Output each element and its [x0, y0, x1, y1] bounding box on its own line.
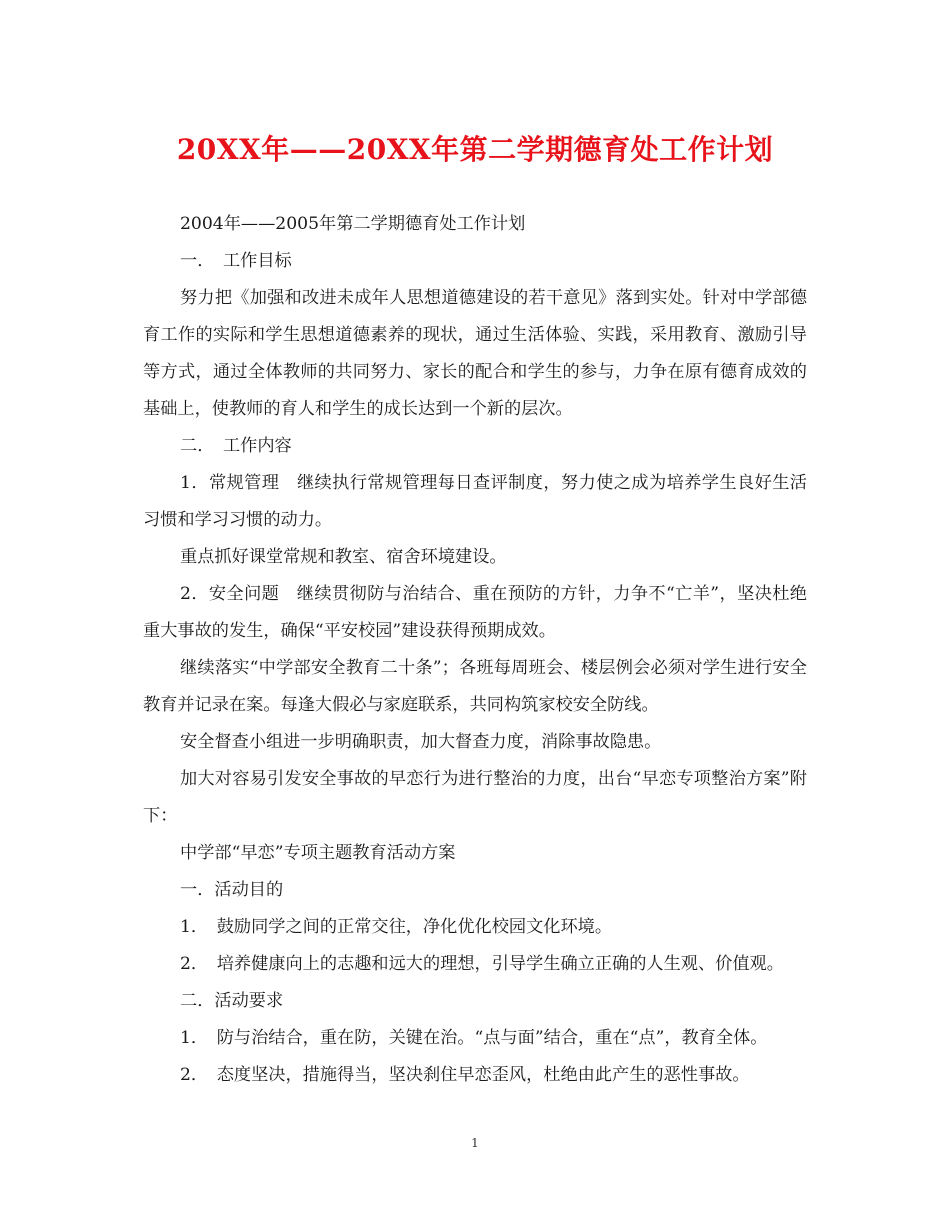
paragraph-subtitle: 2004年——2005年第二学期德育处工作计划	[180, 214, 526, 234]
paragraph-routine-management: 1．常规管理 继续执行常规管理每日查评制度，努力使之成为培养学生良好生活习惯和学习习惯的动力。	[143, 473, 807, 530]
heading-work-goals: 一． 工作目标	[180, 251, 292, 271]
heading-activity-purpose: 一．活动目的	[180, 880, 284, 900]
paragraph-rectification: 加大对容易引发安全事故的早恋行为进行整治的力度，出台“早恋专项整治方案”附下：	[143, 769, 807, 826]
heading-activity-requirements: 二．活动要求	[180, 991, 284, 1011]
list-item-purpose-2: 2． 培养健康向上的志趣和远大的理想，引导学生确立正确的人生观、价值观。	[180, 954, 784, 974]
list-item-purpose-1: 1． 鼓励同学之间的正常交往，净化优化校园文化环境。	[180, 917, 613, 937]
paragraph-classroom-rules: 重点抓好课堂常规和教室、宿舍环境建设。	[180, 547, 507, 567]
list-item-requirement-2: 2． 态度坚决，措施得当，坚决刹住早恋歪风，杜绝由此产生的恶性事故。	[180, 1065, 750, 1085]
paragraph-goals: 努力把《加强和改进未成年人思想道德建设的若干意见》落到实处。针对中学部德育工作的实际和学生思想道德素养的现状，通过生活体验、实践，采用教育、激励引导等方式，通过全体教师的共同努力、家长的配合和学生的参与，力争在原有德育成效的基础上，使教师的育人和学生的成长达到一个新的层次。	[143, 288, 807, 419]
document-title: 20XX年——20XX年第二学期德育处工作计划	[176, 133, 774, 166]
document-body	[143, 206, 807, 1094]
paragraph-plan-title: 中学部“早恋”专项主题教育活动方案	[180, 843, 456, 863]
heading-work-content: 二． 工作内容	[180, 436, 292, 456]
paragraph-safety-supervision: 安全督查小组进一步明确职责，加大督查力度，消除事故隐患。	[180, 732, 662, 752]
list-item-requirement-1: 1． 防与治结合，重在防，关键在治。“点与面”结合，重在“点”，教育全体。	[180, 1028, 768, 1048]
paragraph-safety-education: 继续落实“中学部安全教育二十条”；各班每周班会、楼层例会必须对学生进行安全教育并记录在案。每逢大假必与家庭联系，共同构筑家校安全防线。	[143, 658, 807, 715]
paragraph-safety: 2．安全问题 继续贯彻防与治结合、重在预防的方针，力争不“亡羊”，坚决杜绝重大事故的发生，确保“平安校园”建设获得预期成效。	[143, 584, 807, 641]
page-number: 1	[471, 1136, 479, 1150]
